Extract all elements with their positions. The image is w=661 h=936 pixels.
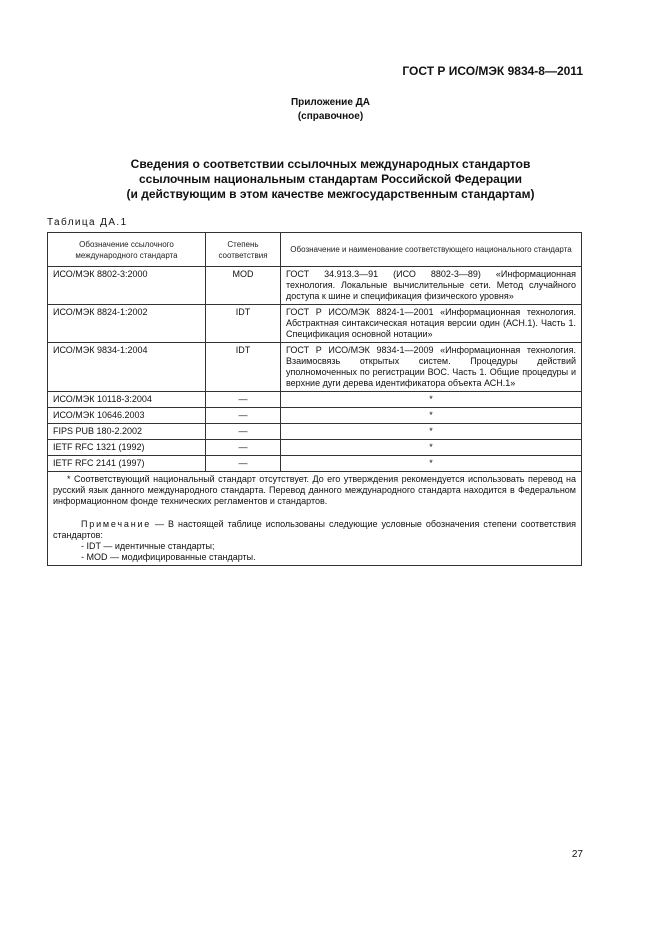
annex-title: Приложение ДА — [290, 97, 371, 108]
table-row — [48, 392, 582, 408]
cell-degree: — — [206, 456, 281, 472]
cell-intl-standard: IETF RFC 1321 (1992) — [48, 440, 206, 456]
cell-degree: — — [206, 424, 281, 440]
note-item: - MOD — модифицированные стандарты. — [81, 552, 256, 562]
correspondence-table — [47, 232, 582, 566]
cell-intl-standard: ИСО/МЭК 9834-1:2004 — [48, 343, 206, 392]
note-item: - IDT — идентичные стандарты; — [81, 541, 215, 551]
section-title — [0, 157, 661, 202]
header-national-standard: Обозначение и наименование соответствующего национального стандарта — [281, 233, 582, 267]
document-code: ГОСТ Р ИСО/МЭК 9834-8—2011 — [402, 64, 583, 78]
cell-national-standard: ГОСТ 34.913.3—91 (ИСО 8802-3—89) «Информационная технология. Локальные вычислительные сети. Метод случайного доступа к шине и спецификация физического уровня» — [281, 267, 582, 305]
table-row — [48, 408, 582, 424]
table-row — [48, 440, 582, 456]
table-row — [48, 267, 582, 305]
table-notes — [48, 472, 582, 566]
cell-intl-standard: FIPS PUB 180-2.2002 — [48, 424, 206, 440]
table-row — [48, 424, 582, 440]
note-text: — В настоящей таблице использованы следующие условные обозначения степени соответствия стандартов: — [53, 519, 576, 540]
cell-degree: MOD — [206, 267, 281, 305]
title-line: (и действующим в этом качестве межгосударственным стандартам) — [126, 187, 535, 201]
table-header-row — [48, 233, 582, 267]
table-row — [48, 343, 582, 392]
header-degree: Степень соответствия — [206, 233, 281, 267]
table-row — [48, 456, 582, 472]
cell-intl-standard: ИСО/МЭК 10646.2003 — [48, 408, 206, 424]
cell-national-standard: ГОСТ Р ИСО/МЭК 9834-1—2009 «Информационная технология. Взаимосвязь открытых систем. Процедуры действий уполномоченных по регистрации ВОС. Часть 1. Общие процедуры и верхние дуги дерева идентификатора объекта АСН.1» — [281, 343, 582, 392]
cell-national-standard: ГОСТ Р ИСО/МЭК 8824-1—2001 «Информационная технология. Абстрактная синтаксическая нотация версии один (АСН.1). Часть 1. Спецификация основной нотации» — [281, 305, 582, 343]
annex-heading — [0, 96, 661, 124]
cell-national-standard: * — [281, 392, 582, 408]
title-line: Сведения о соответствии ссылочных международных стандартов — [130, 157, 531, 171]
note — [53, 519, 576, 541]
cell-degree: — — [206, 440, 281, 456]
annex-subtitle: (справочное) — [297, 111, 364, 122]
cell-national-standard: * — [281, 408, 582, 424]
cell-national-standard: * — [281, 440, 582, 456]
cell-intl-standard: ИСО/МЭК 8824-1:2002 — [48, 305, 206, 343]
title-line: ссылочным национальным стандартам Российской Федерации — [139, 172, 522, 186]
cell-national-standard: * — [281, 456, 582, 472]
cell-intl-standard: ИСО/МЭК 8802-3:2000 — [48, 267, 206, 305]
table-notes-row — [48, 472, 582, 566]
footnote: * Соответствующий национальный стандарт отсутствует. До его утверждения рекомендуется использовать перевод на русский язык данного международного стандарта. Перевод данного международного стандарта находится в Федеральном информационном фонде технических регламентов и стандартов. — [53, 474, 576, 506]
cell-degree: IDT — [206, 305, 281, 343]
cell-intl-standard: ИСО/МЭК 10118-3:2004 — [48, 392, 206, 408]
cell-degree: — — [206, 408, 281, 424]
table-caption: Таблица ДА.1 — [47, 217, 128, 228]
table-row — [48, 305, 582, 343]
cell-degree: — — [206, 392, 281, 408]
header-intl-standard: Обозначение ссылочного международного стандарта — [48, 233, 206, 267]
page-number: 27 — [571, 849, 583, 860]
cell-degree: IDT — [206, 343, 281, 392]
cell-intl-standard: IETF RFC 2141 (1997) — [48, 456, 206, 472]
cell-national-standard: * — [281, 424, 582, 440]
note-label: Примечание — [81, 519, 152, 529]
